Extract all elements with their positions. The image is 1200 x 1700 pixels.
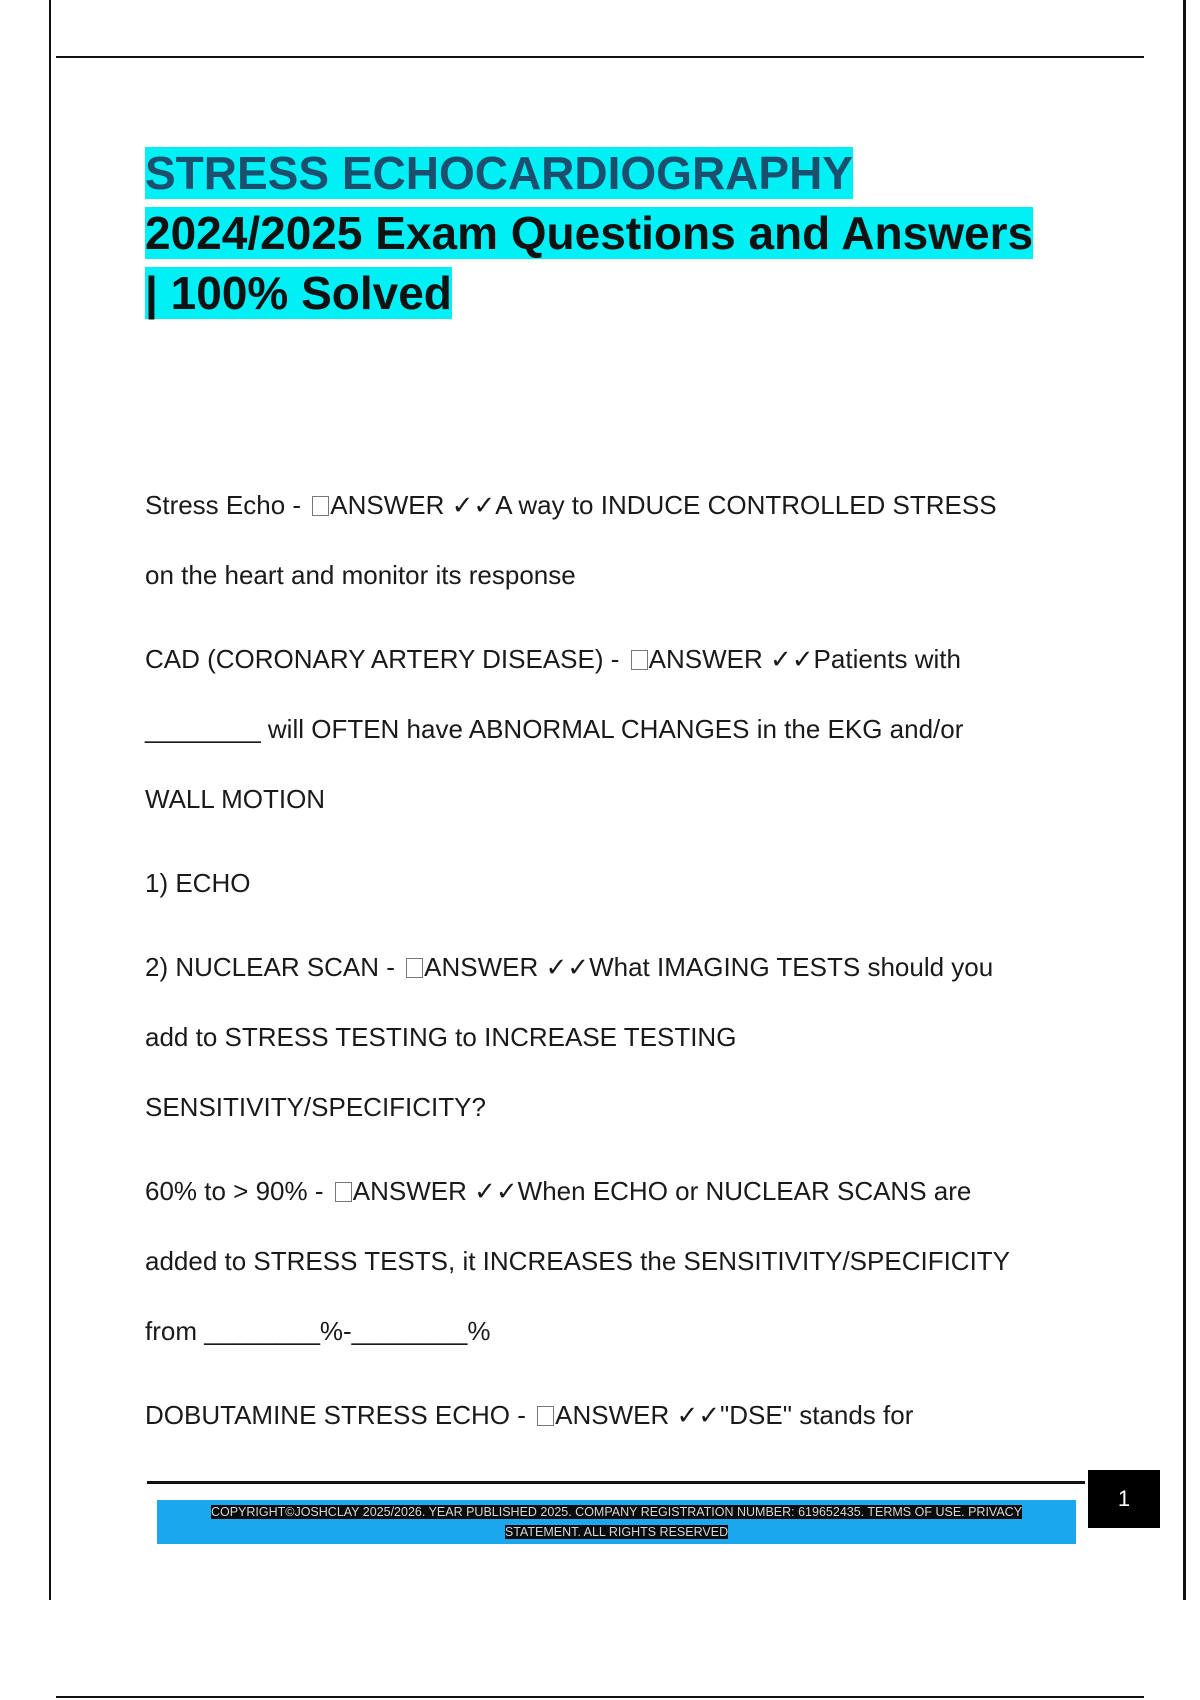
qa-definition-line: from ________%-________% (145, 1316, 491, 1346)
qa-body (145, 470, 1105, 1450)
qa-item-3-main (145, 932, 1105, 1142)
copyright-text-line-2: STATEMENT. ALL RIGHTS RESERVED (504, 1525, 729, 1539)
qa-item-4 (145, 1156, 1105, 1366)
qa-item-2 (145, 624, 1105, 834)
qa-term: DOBUTAMINE STRESS ECHO - (145, 1400, 534, 1430)
qa-definition-line: Patients with (813, 644, 961, 674)
missing-glyph-box-icon (312, 496, 329, 516)
qa-definition-line: on the heart and monitor its response (145, 560, 576, 590)
missing-glyph-box-icon (406, 958, 423, 978)
qa-definition-line: A way to INDUCE CONTROLLED STRESS (495, 490, 997, 520)
copyright-text-line-1: COPYRIGHT©JOSHCLAY 2025/2026. YEAR PUBLISHED 2025. COMPANY REGISTRATION NUMBER: 619652435. TERMS OF USE. PRIVACY (210, 1505, 1023, 1519)
qa-term: 2) NUCLEAR SCAN - (145, 952, 403, 982)
missing-glyph-box-icon (537, 1406, 554, 1426)
qa-definition-line: WALL MOTION (145, 784, 326, 814)
qa-definition-line: What IMAGING TESTS should you (589, 952, 994, 982)
answer-tag: ANSWER (648, 644, 763, 674)
page-number-badge: 1 (1088, 1470, 1160, 1528)
page-left-border (49, 0, 51, 1600)
double-check-icon: ✓✓ (545, 952, 590, 982)
qa-definition-line: added to STRESS TESTS, it INCREASES the SENSITIVITY/SPECIFICITY (145, 1246, 1011, 1276)
double-check-icon: ✓✓ (474, 1176, 518, 1206)
qa-item-5 (145, 1380, 1105, 1450)
qa-definition-line: "DSE" stands for (720, 1400, 914, 1430)
qa-definition-line: SENSITIVITY/SPECIFICITY? (145, 1092, 486, 1122)
qa-definition-line: ________ will OFTEN have ABNORMAL CHANGES in the EKG and/or (145, 714, 964, 744)
qa-pre-line: 1) ECHO (145, 868, 251, 898)
footer-rule (147, 1481, 1085, 1484)
title-line-2: 2024/2025 Exam Questions and Answers (145, 207, 1034, 259)
qa-item-1 (145, 470, 1105, 610)
title-line-1: STRESS ECHOCARDIOGRAPHY (145, 147, 853, 199)
double-check-icon: ✓✓ (451, 490, 496, 520)
title-line-3: | 100% Solved (145, 267, 452, 319)
missing-glyph-box-icon (335, 1182, 352, 1202)
qa-term: 60% to > 90% - (145, 1176, 331, 1206)
answer-tag: ANSWER (555, 1400, 670, 1430)
answer-tag: ANSWER (352, 1176, 467, 1206)
missing-glyph-box-icon (631, 650, 648, 670)
double-check-icon: ✓✓ (769, 644, 814, 674)
qa-definition-line: add to STRESS TESTING to INCREASE TESTING (145, 1022, 737, 1052)
next-page-rule (56, 1696, 1144, 1698)
qa-term: CAD (CORONARY ARTERY DISEASE) - (145, 644, 627, 674)
copyright-banner (157, 1500, 1076, 1544)
answer-tag: ANSWER (330, 490, 445, 520)
header-rule (56, 56, 1144, 58)
qa-item-3 (145, 848, 1105, 918)
qa-term: Stress Echo - (145, 490, 309, 520)
double-check-icon: ✓✓ (676, 1400, 721, 1430)
page-right-border (1183, 0, 1186, 1600)
answer-tag: ANSWER (424, 952, 539, 982)
qa-definition-line: When ECHO or NUCLEAR SCANS are (517, 1176, 972, 1206)
document-title (145, 143, 1095, 323)
